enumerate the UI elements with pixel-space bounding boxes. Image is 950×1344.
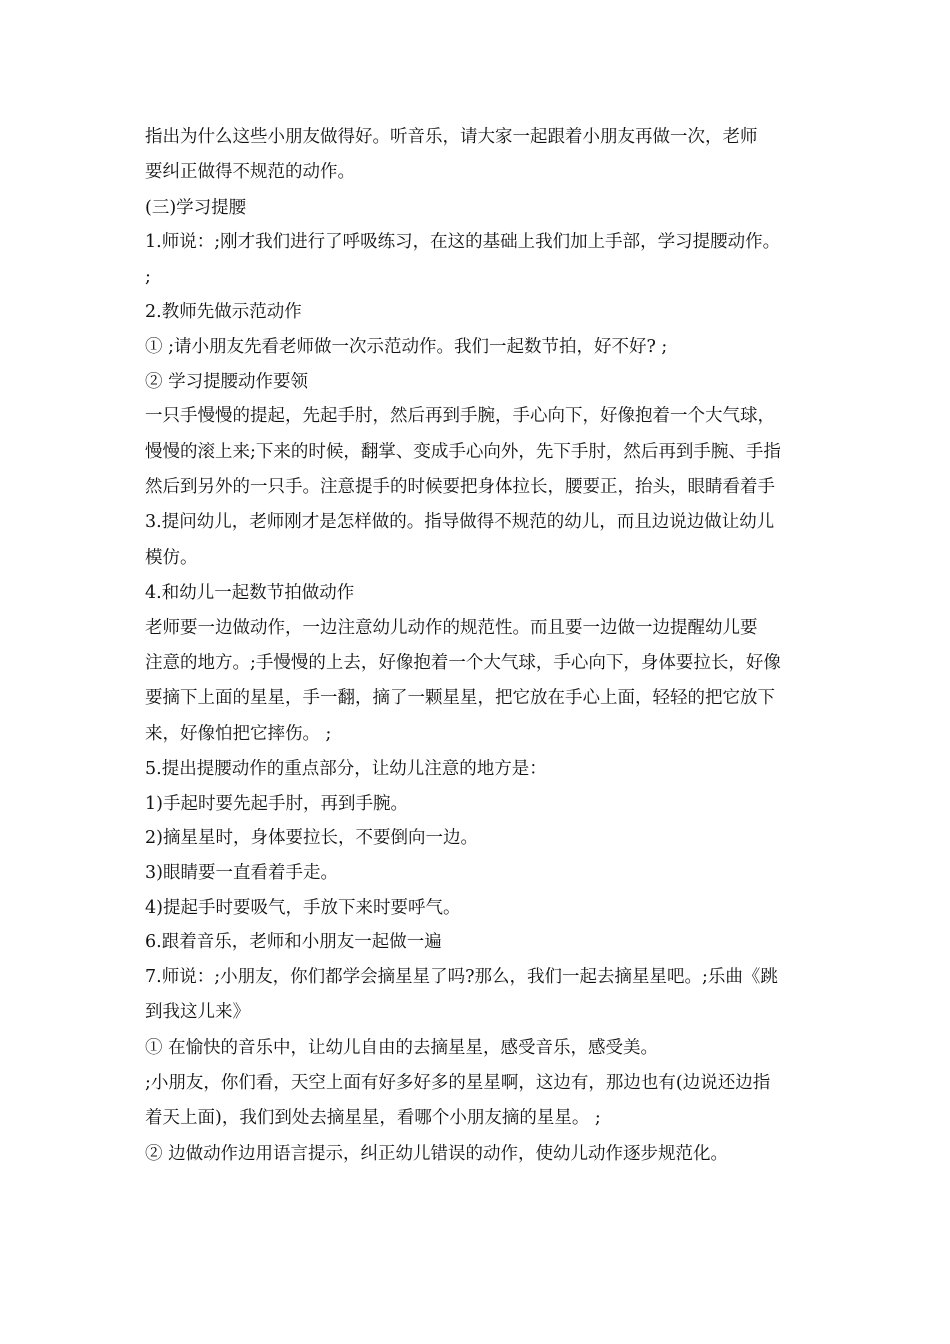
list-item: 2)摘星星时，身体要拉长，不要倒向一边。 xyxy=(145,828,478,849)
text-line: 3.提问幼儿，老师刚才是怎样做的。指导做得不规范的幼儿，而且边说边做让幼儿 xyxy=(145,512,775,533)
document-body xyxy=(145,120,825,1172)
text-line: 7.师说：;小朋友，你们都学会摘星星了吗?那么，我们一起去摘星星吧。;乐曲《跳 xyxy=(145,966,778,987)
text-line: ① 在愉快的音乐中，让幼儿自由的去摘星星，感受音乐，感受美。 xyxy=(145,1037,659,1058)
list-item: 4)提起手时要吸气，手放下来时要呼气。 xyxy=(145,897,461,918)
list-item: 1)手起时要先起手肘，再到手腕。 xyxy=(145,793,408,814)
list-item: 3)眼睛要一直看着手走。 xyxy=(145,863,338,884)
text-line: 然后到另外的一只手。注意提手的时候要把身体拉长，腰要正，抬头，眼睛看着手 xyxy=(145,476,775,497)
text-line: ② 学习提腰动作要领 xyxy=(145,371,309,392)
text-line: ;小朋友，你们看，天空上面有好多好多的星星啊，这边有，那边也有(边说还边指 xyxy=(145,1072,771,1093)
text-line: 要纠正做得不规范的动作。 xyxy=(145,162,355,183)
text-line: ① ;请小朋友先看老师做一次示范动作。我们一起数节拍，好不好? ; xyxy=(145,336,668,357)
text-line: 指出为什么这些小朋友做得好。听音乐，请大家一起跟着小朋友再做一次，老师 xyxy=(145,127,758,147)
text-line: 慢慢的滚上来;下来的时候，翻掌、变成手心向外，先下手肘，然后再到手腕、手指 xyxy=(145,441,781,462)
section-heading: (三)学习提腰 xyxy=(145,197,247,218)
step-heading: 5.提出提腰动作的重点部分，让幼儿注意的地方是： xyxy=(145,759,547,780)
step-heading: 4.和幼儿一起数节拍做动作 xyxy=(145,583,355,604)
step-heading: 6.跟着音乐，老师和小朋友一起做一遍 xyxy=(145,932,442,953)
text-line: 到我这儿来》 xyxy=(145,1002,250,1023)
text-line: 一只手慢慢的提起，先起手肘，然后再到手腕，手心向下，好像抱着一个大气球， xyxy=(145,406,775,427)
text-line: ; xyxy=(145,266,151,287)
step-heading: 2.教师先做示范动作 xyxy=(145,302,302,323)
text-line: 着天上面)，我们到处去摘星星，看哪个小朋友摘的星星。 ; xyxy=(145,1108,601,1129)
text-line: 注意的地方。;手慢慢的上去，好像抱着一个大气球，手心向下，身体要拉长，好像 xyxy=(145,653,781,674)
text-line: ② 边做动作边用语言提示，纠正幼儿错误的动作，使幼儿动作逐步规范化。 xyxy=(145,1143,729,1164)
text-line: 来，好像怕把它摔伤。 ; xyxy=(145,723,332,744)
text-line: 1.师说：;刚才我们进行了呼吸练习，在这的基础上我们加上手部，学习提腰动作。 xyxy=(145,232,781,253)
text-line: 要摘下上面的星星，手一翻，摘了一颗星星，把它放在手心上面，轻轻的把它放下 xyxy=(145,688,775,709)
text-line: 模仿。 xyxy=(145,547,198,568)
text-line: 老师要一边做动作，一边注意幼儿动作的规范性。而且要一边做一边提醒幼儿要 xyxy=(145,617,758,638)
